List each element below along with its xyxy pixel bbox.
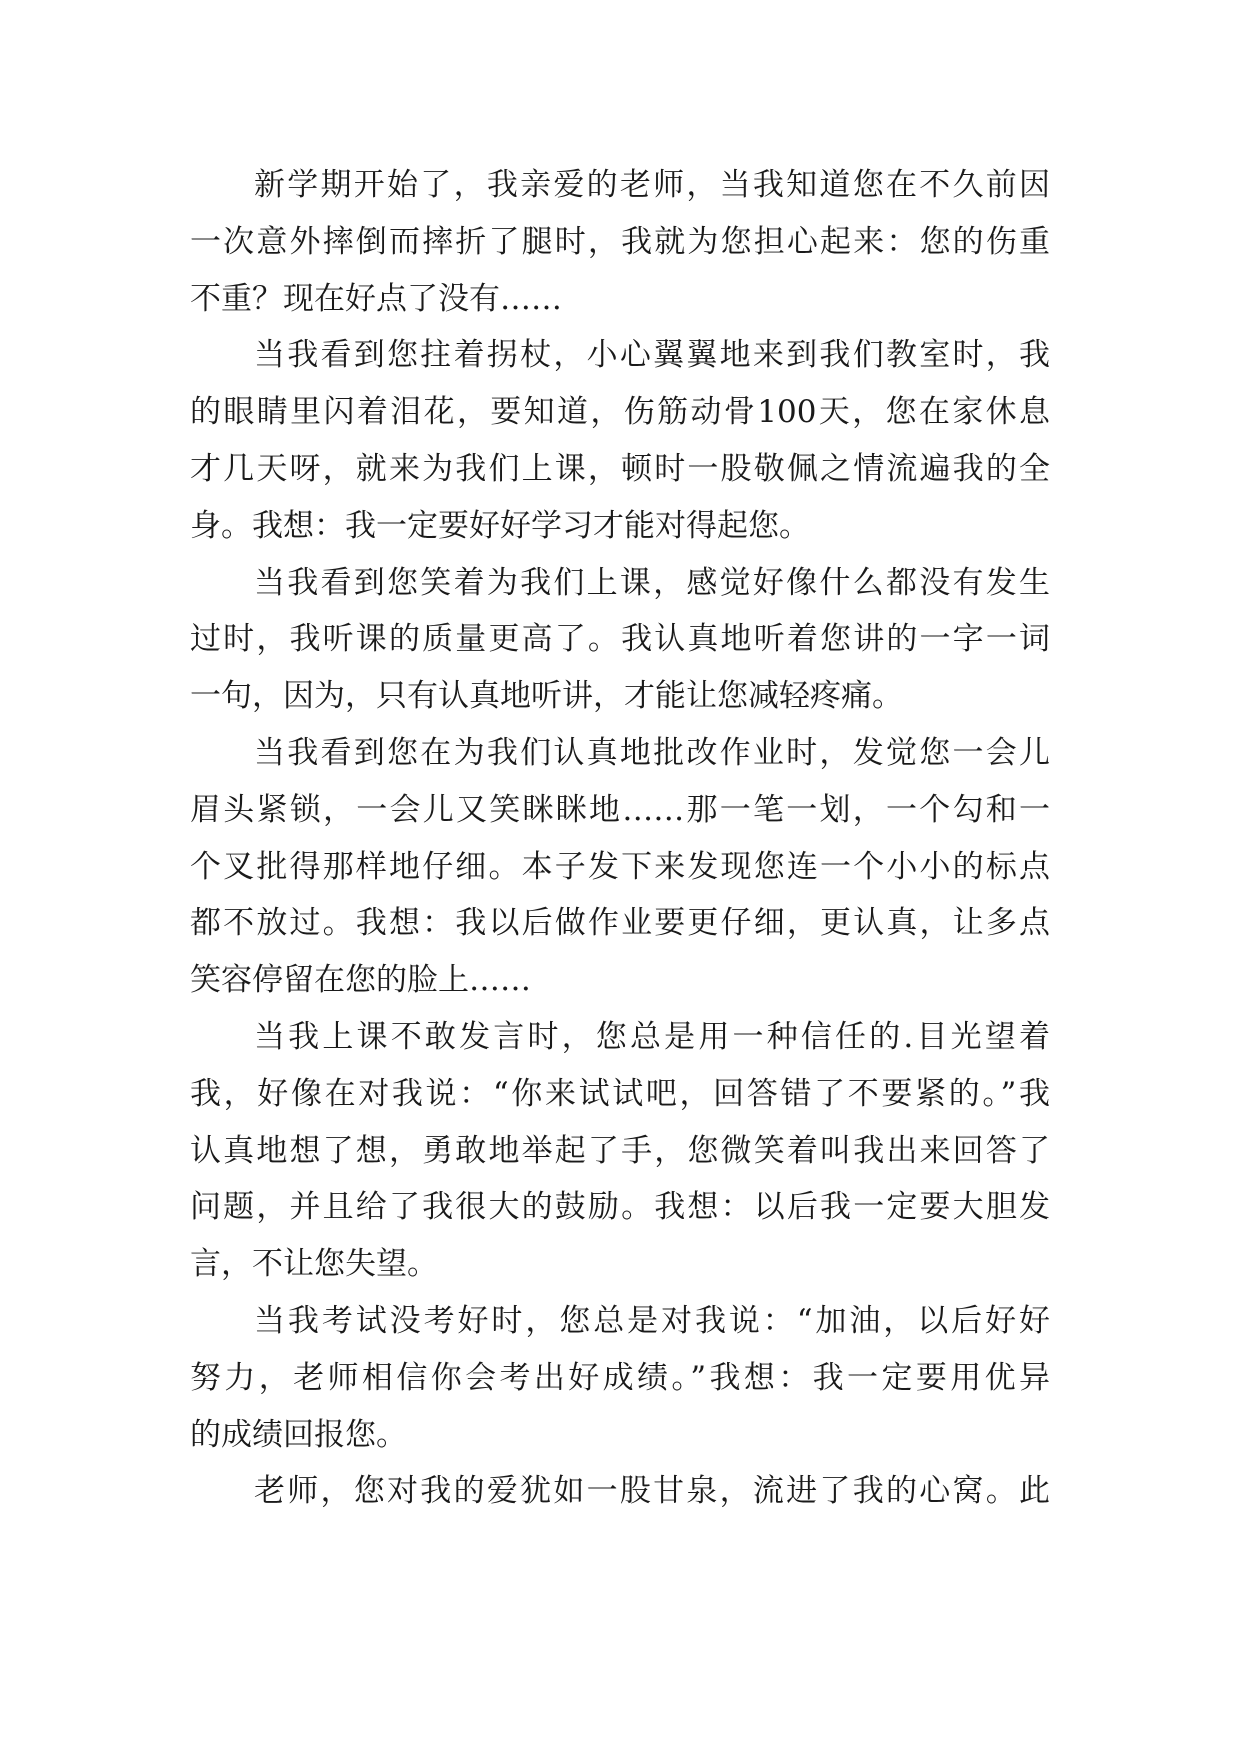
text-line: 老师，您对我的爱犹如一股甘泉，流进了我的心窝。此 [254,1473,1050,1510]
text-line: 个叉批得那样地仔细。本子发下来发现您连一个小小的标点 [190,848,1050,885]
text-line: 言，不让您失望。 [190,1246,438,1283]
text-line: 身。我想：我一定要好好学习才能对得起您。 [190,507,810,544]
text-line: 当我上课不敢发言时，您总是用一种信任的.目光望着 [254,1018,1050,1055]
text-line: 一次意外摔倒而摔折了腿时，我就为您担心起来：您的伤重 [190,223,1050,260]
text-line: 笑容停留在您的脸上…… [190,962,531,999]
text-line: 都不放过。我想：我以后做作业要更仔细，更认真，让多点 [190,905,1050,942]
text-line: 的眼睛里闪着泪花，要知道，伤筋动骨100天，您在家休息 [190,394,1050,431]
text-line: 才几天呀，就来为我们上课，顿时一股敬佩之情流遍我的全 [190,450,1050,487]
text-line: 我，好像在对我说：“你来试试吧，回答错了不要紧的。”我 [190,1075,1050,1112]
text-line: 认真地想了想，勇敢地举起了手，您微笑着叫我出来回答了 [190,1132,1050,1169]
text-line: 当我看到您在为我们认真地批改作业时，发觉您一会儿 [254,734,1050,771]
text-line: 当我考试没考好时，您总是对我说：“加油，以后好好 [254,1302,1050,1339]
text-line: 当我看到您拄着拐杖，小心翼翼地来到我们教室时，我 [254,337,1050,374]
text-line: 当我看到您笑着为我们上课，感觉好像什么都没有发生 [254,564,1050,601]
text-line: 努力，老师相信你会考出好成绩。”我想：我一定要用优异 [190,1359,1050,1396]
text-line: 眉头紧锁，一会儿又笑眯眯地……那一笔一划，一个勾和一 [190,791,1050,828]
text-line: 的成绩回报您。 [190,1416,407,1453]
text-line: 过时，我听课的质量更高了。我认真地听着您讲的一字一词 [190,621,1050,658]
text-line: 不重？现在好点了没有…… [190,280,562,317]
text-line: 一句，因为，只有认真地听讲，才能让您减轻疼痛。 [190,678,903,715]
document-body [190,157,1050,1520]
text-line: 新学期开始了，我亲爱的老师，当我知道您在不久前因 [254,167,1050,203]
text-line: 问题，并且给了我很大的鼓励。我想：以后我一定要大胆发 [190,1189,1050,1226]
